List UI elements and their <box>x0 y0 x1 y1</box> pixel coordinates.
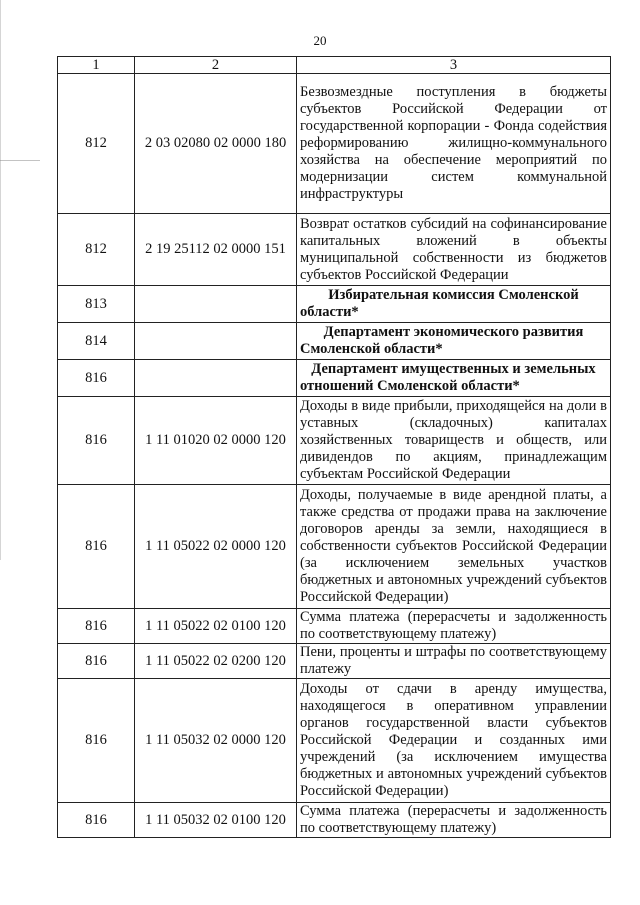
table-row <box>58 74 611 214</box>
revenue-code: 1 11 05022 02 0000 120 <box>135 485 297 609</box>
revenue-code: 1 11 01020 02 0000 120 <box>135 397 297 485</box>
table-header-row <box>58 57 611 74</box>
table-row <box>58 803 611 838</box>
administrator-code: 816 <box>58 679 135 803</box>
table-row <box>58 485 611 609</box>
revenue-description: Сумма платежа (перерасчеты и задолженность по соответствующему платежу) <box>297 609 611 644</box>
department-name: Департамент экономического развития Смоленской области* <box>297 323 611 360</box>
column-header-1: 1 <box>58 57 135 74</box>
budget-codes-table <box>57 56 611 838</box>
administrator-code: 816 <box>58 485 135 609</box>
administrator-code: 816 <box>58 397 135 485</box>
revenue-code: 1 11 05022 02 0100 120 <box>135 609 297 644</box>
revenue-description: Доходы от сдачи в аренду имущества, находящегося в оперативном управлении органов государственной власти субъектов Российской Федерации и созданных ими учреждений (за исключением имущества бюджетных и автономных учреждений субъектов Российской Федерации) <box>297 679 611 803</box>
table-row <box>58 679 611 803</box>
administrator-code: 813 <box>58 286 135 323</box>
revenue-code: 2 03 02080 02 0000 180 <box>135 74 297 214</box>
table-row <box>58 644 611 679</box>
table-row <box>58 286 611 323</box>
revenue-code <box>135 360 297 397</box>
administrator-code: 814 <box>58 323 135 360</box>
revenue-description: Безвозмездные поступления в бюджеты субъектов Российской Федерации от государственной корпорации - Фонда содействия реформированию жилищно-коммунального хозяйства на обеспечение мероприятий по модернизации систем коммунальной инфраструктуры <box>297 74 611 214</box>
table-row <box>58 609 611 644</box>
administrator-code: 816 <box>58 360 135 397</box>
revenue-description: Доходы, получаемые в виде арендной платы, а также средства от продажи права на заключение договоров аренды за земли, находящиеся в собственности субъектов Российской Федерации (за исключением земельных участков бюджетных и автономных учреждений субъектов Российской Федерации) <box>297 485 611 609</box>
administrator-code: 812 <box>58 214 135 286</box>
revenue-description: Возврат остатков субсидий на софинансирование капитальных вложений в объекты муниципальной собственности из бюджетов субъектов Российской Федерации <box>297 214 611 286</box>
column-header-2: 2 <box>135 57 297 74</box>
table-row <box>58 397 611 485</box>
page-number: 20 <box>313 33 327 48</box>
revenue-code: 1 11 05022 02 0200 120 <box>135 644 297 679</box>
administrator-code: 812 <box>58 74 135 214</box>
department-name: Избирательная комиссия Смоленской области* <box>297 286 611 323</box>
revenue-code: 1 11 05032 02 0100 120 <box>135 803 297 838</box>
revenue-code: 1 11 05032 02 0000 120 <box>135 679 297 803</box>
scan-artifact-line <box>0 0 1 560</box>
revenue-code <box>135 286 297 323</box>
revenue-code: 2 19 25112 02 0000 151 <box>135 214 297 286</box>
revenue-description: Доходы в виде прибыли, приходящейся на доли в уставных (складочных) капиталах хозяйственных товариществ и обществ, или дивидендов по акциям, принадлежащим субъектам Российской Федерации <box>297 397 611 485</box>
table-row <box>58 214 611 286</box>
column-header-3: 3 <box>297 57 611 74</box>
administrator-code: 816 <box>58 644 135 679</box>
revenue-description: Пени, проценты и штрафы по соответствующему платежу <box>297 644 611 679</box>
department-name: Департамент имущественных и земельных отношений Смоленской области* <box>297 360 611 397</box>
revenue-code <box>135 323 297 360</box>
administrator-code: 816 <box>58 609 135 644</box>
administrator-code: 816 <box>58 803 135 838</box>
scan-artifact-line <box>0 160 40 161</box>
table-row <box>58 360 611 397</box>
table-row <box>58 323 611 360</box>
revenue-description: Сумма платежа (перерасчеты и задолженность по соответствующему платежу) <box>297 803 611 838</box>
